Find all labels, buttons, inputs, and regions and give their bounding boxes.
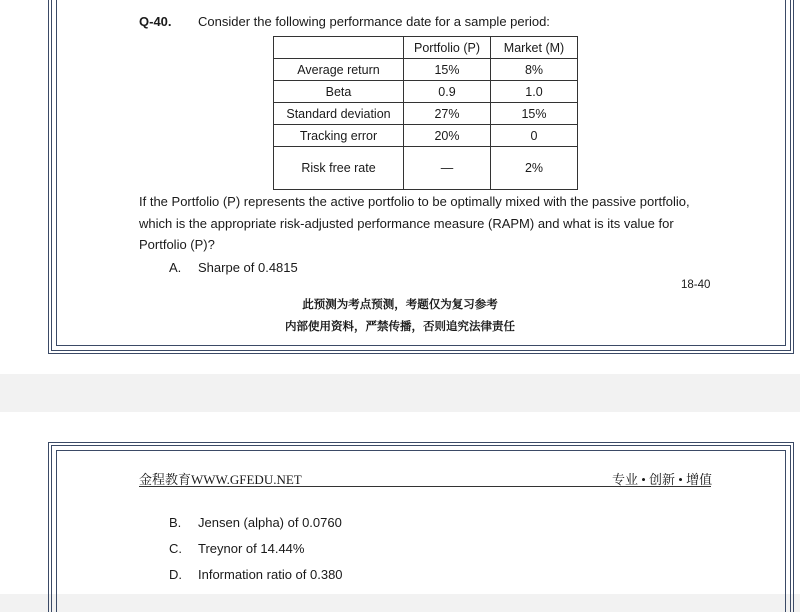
table-cell: Risk free rate [274,147,404,190]
table-cell: Beta [274,81,404,103]
question-number: Q-40. [139,14,172,29]
page-header-slogan: 专业 • 创新 • 增值 [612,472,713,487]
table-row [274,147,578,190]
option-letter: D. [169,567,182,582]
table-cell: 1.0 [491,81,578,103]
document-page-bottom [0,412,800,594]
table-header-cell [274,37,404,59]
table-row [274,59,578,81]
table-row [274,81,578,103]
page-header-brand: 金程教育WWW.GFEDU.NET [139,472,302,487]
table-cell: 2% [491,147,578,190]
header-divider [139,486,711,487]
table-cell: 8% [491,59,578,81]
notice-line: 内部使用资料，严禁传播，否则追究法律责任 [285,321,515,333]
table-cell: 0.9 [404,81,491,103]
question-intro: Consider the following performance date for a sample period: [198,14,550,29]
stem-line: which is the appropriate risk-adjusted performance measure (RAPM) and what is its value for [139,215,674,231]
table-row [274,103,578,125]
option-text: Jensen (alpha) of 0.0760 [198,515,342,530]
page-border-frame [48,442,794,612]
stem-line: If the Portfolio (P) represents the active portfolio to be optimally mixed with the passive portfolio, [139,194,690,209]
table-cell: 15% [491,103,578,125]
question-stem [139,191,729,256]
table-header-cell: Portfolio (P) [404,37,491,59]
table-header-cell: Market (M) [491,37,578,59]
notice-line: 此预测为考点预测，考题仅为复习参考 [302,299,498,311]
table-header-row [274,37,578,59]
table-cell: Standard deviation [274,103,404,125]
table-cell: 15% [404,59,491,81]
table-cell: 20% [404,125,491,147]
option-letter: C. [169,541,182,556]
table-cell: Average return [274,59,404,81]
option-letter: B. [169,515,182,530]
option-text: Information ratio of 0.380 [198,567,343,582]
option-text: Sharpe of 0.4815 [198,260,298,275]
table-cell: 0 [491,125,578,147]
page-number: 18-40 [681,279,711,291]
performance-table [273,36,578,190]
option-letter: A. [169,260,182,275]
stem-line: Portfolio (P)? [139,237,215,252]
table-cell: 27% [404,103,491,125]
table-cell: — [404,147,491,190]
option-text: Treynor of 14.44% [198,541,305,556]
table-cell: Tracking error [274,125,404,147]
table-row [274,125,578,147]
